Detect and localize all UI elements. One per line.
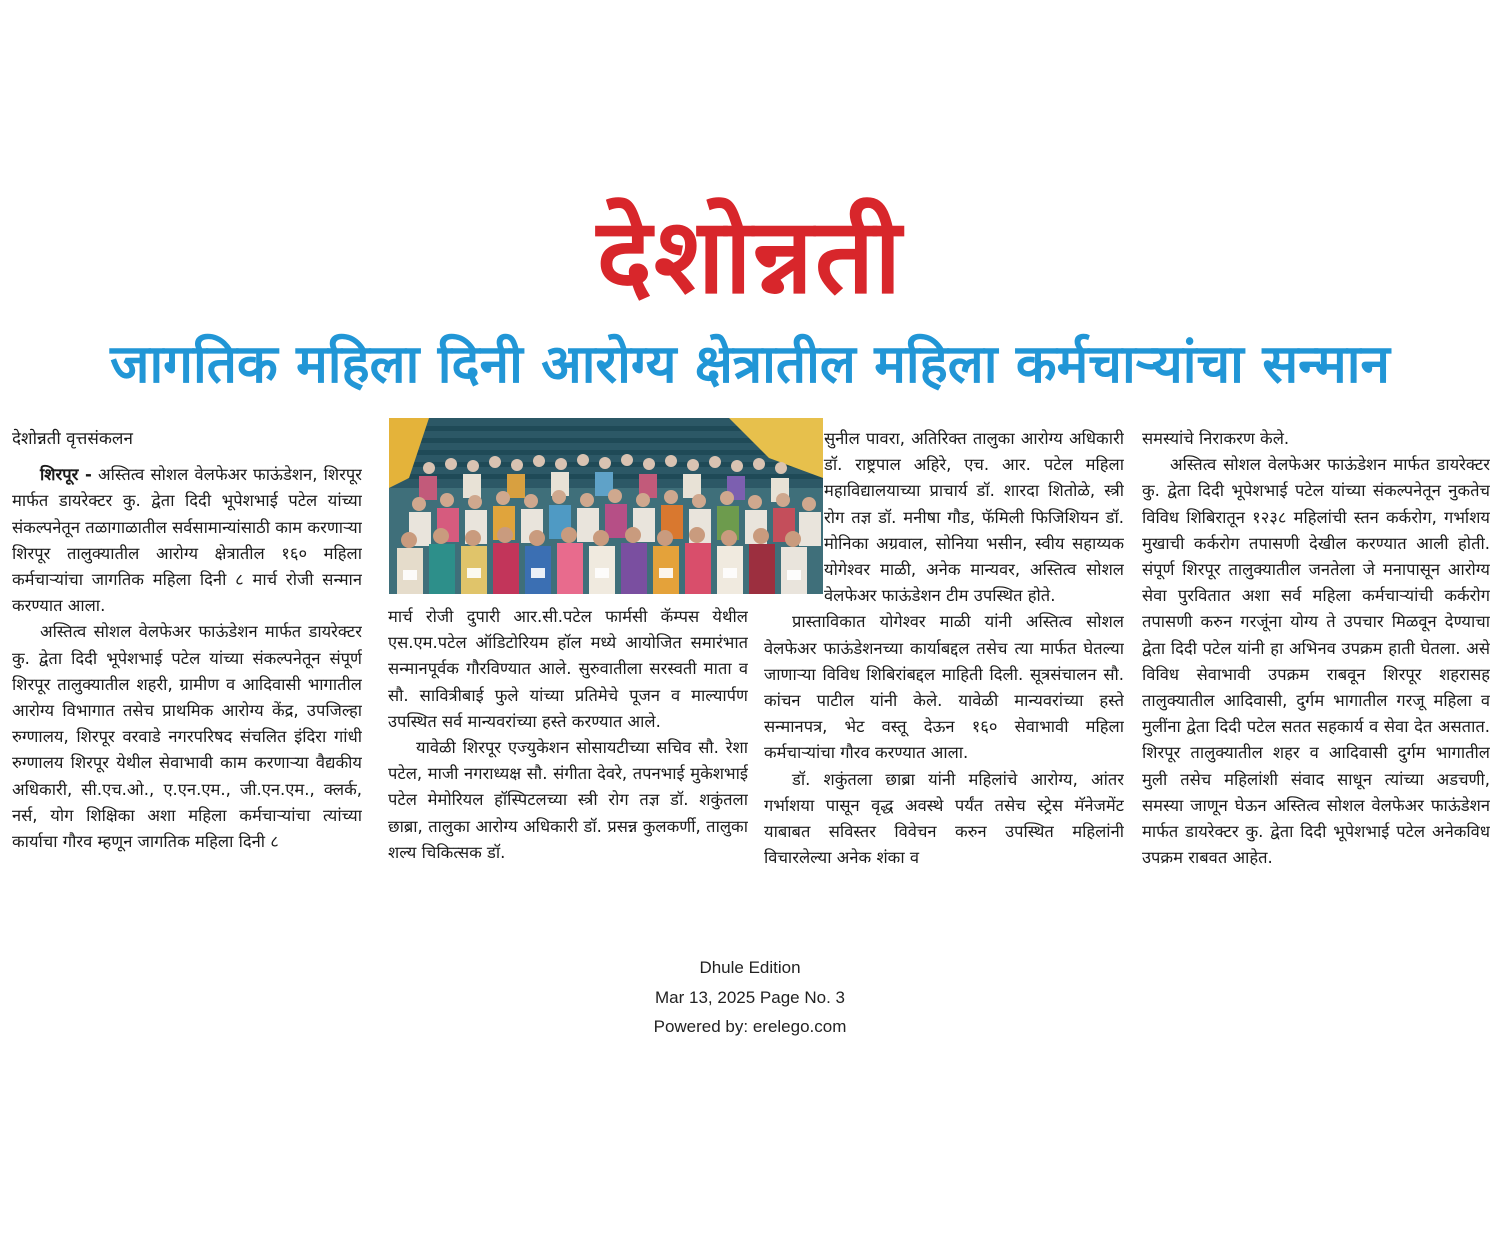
column-1 [12,426,362,946]
byline: देशोन्नती वृत्तसंकलन [12,429,133,449]
paragraph [12,462,362,619]
powered-by-link[interactable]: Powered by: erelego.com [653,1017,847,1036]
paragraph: मार्च रोजी दुपारी आर.सी.पटेल फार्मसी कॅम्पस येथील एस.एम.पटेल ऑडिटोरियम हॉल मध्ये आयोजित समारंभात सन्मानपूर्वक गौरविण्यात आले. सुरुवातीला सरस्वती माता व सौ. सावित्रीबाई फुले यांच्या प्रतिमेचे पूजन व माल्यार्पण उपस्थित सर्व मान्यवरांच्या हस्ते करण्यात आले. [388,607,748,731]
paragraph-text: अस्तित्व सोशल वेलफेअर फाऊंडेशन, शिरपूर मार्फत डायरेक्टर कु. द्वेता दिदी भूपेशभाई पटेल यांच्या संकल्पनेतून तळागाळातील सर्वसामान्यांसाठी काम करणाऱ्या शिरपूर तालुक्यातील आरोग्य क्षेत्रातील १६० महिला कर्मचाऱ्यांचा जागतिक महिला दिनी ८ मार्च रोजी सन्मान करण्यात आला. [12,465,362,616]
paragraph: प्रास्ताविकात योगेश्वर माळी यांनी अस्तित्व सोशल वेलफेअर फाऊंडेशनच्या कार्याबद्दल तसेच त्या मार्फत घेतल्या जाणाऱ्या विविध शिबिरांबद्दल माहिती दिली. सूत्रसंचालन सौ. कांचन पाटील यांनी केले. यावेळी मान्यवरांच्या हस्ते सन्मानपत्र, भेट वस्तू देऊन १६० सेवाभावी महिला कर्मचाऱ्यांचा गौरव करण्यात आला. [764,612,1124,763]
paragraph: सुनील पावरा, अतिरिक्त तालुका आरोग्य अधिकारी डॉ. राष्ट्रपाल अहिरे, एच. आर. पटेल महिला महाविद्यालयाच्या प्राचार्य डॉ. शारदा शितोळे, स्त्री रोग तज्ञ डॉ. मनीषा गौड, फॅमिली फिजिशियन डॉ. मोनिका अग्रवाल, सोनिया भसीन, स्वीय सहाय्यक योगेश्वर माळी, अनेक मान्यवर, अस्तित्व सोशल वेलफेअर फाऊंडेशन टीम उपस्थित होते. [824,429,1124,606]
headline: जागतिक महिला दिनी आरोग्य क्षेत्रातील महिला कर्मचाऱ्यांचा सन्मान [110,334,1390,395]
masthead [0,196,1500,316]
paragraph: अस्तित्व सोशल वेलफेअर फाऊंडेशन मार्फत डायरेक्टर कु. द्वेता दिदी भूपेशभाई पटेल यांच्या संकल्पनेतून संपूर्ण शिरपूर तालुक्यातील शहरी, ग्रामीण व आदिवासी भागातील आरोग्य विभागात तसेच प्राथमिक आरोग्य केंद्र, उपजिल्हा रुग्णालय, शिरपूर वरवाडे नगरपरिषद संचलित इंदिरा गांधी रुग्णालय शिरपूर येथील सेवाभावी काम करणाऱ्या वैद्यकीय अधिकारी, सी.एच.ओ., ए.एन.एम., जी.एन.एम., क्लर्क, नर्स, योग शिक्षिका अशा महिला कर्मचाऱ्यांचा त्यांच्या कार्याचा गौरव म्हणून जागतिक महिला दिनी ८ [12,622,362,852]
paragraph: यावेळी शिरपूर एज्युकेशन सोसायटीच्या सचिव सौ. रेशा पटेल, माजी नगराध्यक्ष सौ. संगीता देवरे, तपनभाई मुकेशभाई पटेल मेमोरियल हॉस्पिटलच्या स्त्री रोग तज्ञ डॉ. शकुंतला छाब्रा, तालुका आरोग्य अधिकारी डॉ. प्रसन्न कुलकर्णी, तालुका शल्य चिकित्सक डॉ. [388,738,748,862]
column-4 [1142,426,1490,946]
photo-wrap-spacer [764,426,824,594]
dateline: शिरपूर - [40,465,92,485]
article-body [12,426,1490,946]
paragraph: डॉ. शकुंतला छाब्रा यांनी महिलांचे आरोग्य, आंतर गर्भाशया पासून वृद्ध अवस्थे पर्यंत तसेच स्ट्रेस मॅनेजमेंट याबाबत सविस्तर विवेचन करुन उपस्थित महिलांनी विचारलेल्या अनेक शंका व [764,769,1124,868]
date-page-label: Mar 13, 2025 Page No. 3 [655,988,845,1007]
column-3 [764,426,1124,946]
paragraph: अस्तित्व सोशल वेलफेअर फाऊंडेशन मार्फत डायरेक्टर कु. द्वेता दिदी भूपेशभाई पटेल यांच्या संकल्पनेतून नुकतेच विविध शिबिरातून १२३८ महिलांची स्तन कर्करोग, गर्भाशय मुखाची कर्करोग तपासणी देखील करण्यात आली होती. संपूर्ण शिरपूर तालुक्यातील जनतेला जे मनापासून आरोग्य सेवा पुरवितात अशा सर्व महिला कर्मचाऱ्यांची कर्करोग तपासणी करुन गरजूंना योग्य ते उपचार मिळवून देण्याचा द्वेता दिदी पटेल यांनी हा अभिनव उपक्रम हाती घेतला. असे विविध सेवाभावी उपक्रम राबवून शिरपूर शहरासह तालुक्यातील आदिवासी, दुर्गम भागातील गरजू महिला व मुलींना द्वेता दिदी पटेल सतत सहकार्य व सेवा देत असतात. शिरपूर तालुक्यातील शहर व आदिवासी दुर्गम भागातील मुली तसेच महिलांशी संवाद साधून त्यांच्या अडचणी, समस्या जाणून घेऊन अस्तित्व सोशल वेलफेअर फाऊंडेशन मार्फत डायरेक्टर कु. द्वेता दिदी भूपेशभाई पटेल अनेकविध उपक्रम राबवत आहेत. [1142,455,1490,868]
edition-label: Dhule Edition [699,958,801,977]
column-2 [388,426,748,946]
masthead-title: देशोन्नती [596,195,904,317]
photo-spacer [388,426,748,604]
paragraph: समस्यांचे निराकरण केले. [1142,429,1290,448]
